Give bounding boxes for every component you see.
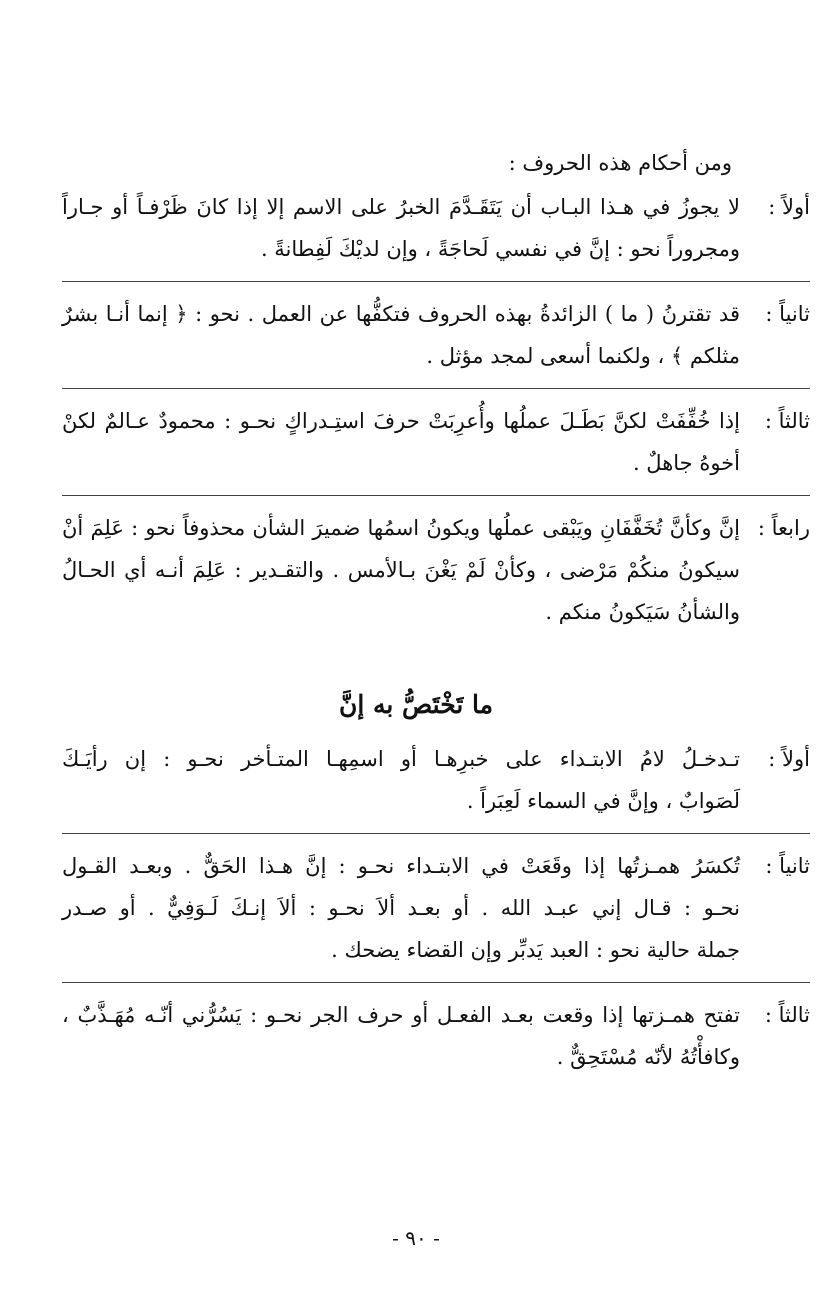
- rule-text-line: تُكسَرُ همـزتُها إذا وقَعَتْ في الابتـداء نحـو : إنَّ هـذا الحَقٌّ . وبعـد القـول: [62, 854, 740, 878]
- rule-label: ثالثاً :: [764, 409, 810, 433]
- rule-text-line: ومجروراً نحو : إنَّ في نفسي لَحاجَةً ، وإن لديْكَ لَفِطانةً .: [260, 237, 740, 261]
- rules-section: [62, 186, 810, 633]
- rule-item-first: [62, 186, 810, 270]
- rule-text: [62, 845, 740, 971]
- rule-text-line: سيكونُ منكُمْ مَرْضى ، وكأنْ لَمْ يَغْنَ بـالأمس . والتقـدير : عَلِمَ أنـه أي الحـالُ: [62, 558, 740, 582]
- rule-text: [62, 400, 740, 484]
- divider-line: [62, 833, 810, 834]
- rule-text-line: قد تقترنُ ( ما ) الزائدةُ بهذه الحروف فتكفُّها عن العمل . نحو : ﴿ إنما أنـا بشرٌ: [62, 302, 740, 326]
- rule-text-line: تـدخـلُ لامُ الابتـداء على خبرِهـا أو اسمِهـا المتـأخر نحـو : إن رأيَـكَ: [62, 747, 740, 771]
- rule-text-line: والشأنُ سَيَكونُ منكم .: [545, 600, 740, 624]
- rule-item-second: [62, 293, 810, 377]
- inna-rule-item-second: [62, 845, 810, 971]
- inna-rule-item-third: [62, 994, 810, 1078]
- section-heading: ما تَخْتَصُّ به إنَّ: [338, 690, 494, 719]
- rule-item-fourth: [62, 507, 810, 633]
- rule-text: [62, 994, 740, 1078]
- divider-line: [62, 982, 810, 983]
- rule-label: ثالثاً :: [764, 1003, 810, 1027]
- rule-text-line: لَصَوابٌ ، وإنَّ في السماء لَعِبَراً .: [466, 789, 740, 813]
- rule-item-third: [62, 400, 810, 484]
- rule-text: [62, 738, 740, 822]
- rule-label: رابعاً :: [757, 516, 810, 540]
- divider-line: [62, 495, 810, 496]
- rule-label: ثانياً :: [765, 302, 810, 326]
- rule-label: أولاً :: [768, 195, 810, 219]
- rule-text-line: إذا خُفِّفَتْ لكنَّ بَطَـلَ عملُها وأُعرِبَتْ حرفَ استِـدراكٍ نحـو : محمودٌ عـالمٌ لكنْ: [62, 409, 740, 433]
- rule-text-line: مثلكم ﴾ ، ولكنما أسعى لمجد مؤثل .: [426, 344, 740, 368]
- divider-line: [62, 281, 810, 282]
- divider-line: [62, 388, 810, 389]
- page-number: - ٩٠ -: [392, 1226, 440, 1250]
- intro-line: ومن أحكام هذه الحروف :: [508, 151, 732, 175]
- inna-rules-section: [62, 738, 810, 1078]
- rule-text-line: جملة حالية نحو : العبد يَدبِّر وإن القضاء يضحك .: [331, 938, 740, 962]
- rule-text: [62, 293, 740, 377]
- rule-label: أولاً :: [768, 747, 810, 771]
- rule-text-line: لا يجوزُ في هـذا البـاب أن يَتَقَـدَّمَ الخبرُ على الاسم إلا إذا كانَ ظَرْفـاً أو جـاراً: [62, 195, 740, 219]
- rule-text-line: وكافأْتُهُ لأنّه مُسْتَحِقٌّ .: [556, 1045, 740, 1069]
- rule-text-line: نحـو : قـال إني عبـد الله . أو بعـد ألاَ نحـو : ألاَ إنـكَ لَـوَفِيٌّ . أو صـدر: [62, 896, 740, 920]
- rule-label: ثانياً :: [765, 854, 810, 878]
- rule-text-line: تفتح همـزتها إذا وقعت بعـد الفعـل أو حرف الجر نحـو : يَسُرُّني أنّـه مُهَـذَّبٌ ،: [62, 1003, 740, 1027]
- rule-text-line: إنَّ وكأنَّ تُخَفَّفَانِ ويَبْقى عملُها ويكونُ اسمُها ضميرَ الشأن محذوفاً نحو : عَلِمَ أنْ: [62, 516, 740, 540]
- rule-text: [62, 507, 740, 633]
- rule-text: [62, 186, 740, 270]
- inna-rule-item-first: [62, 738, 810, 822]
- rule-text-line: أخوهُ جاهلٌ .: [632, 451, 740, 475]
